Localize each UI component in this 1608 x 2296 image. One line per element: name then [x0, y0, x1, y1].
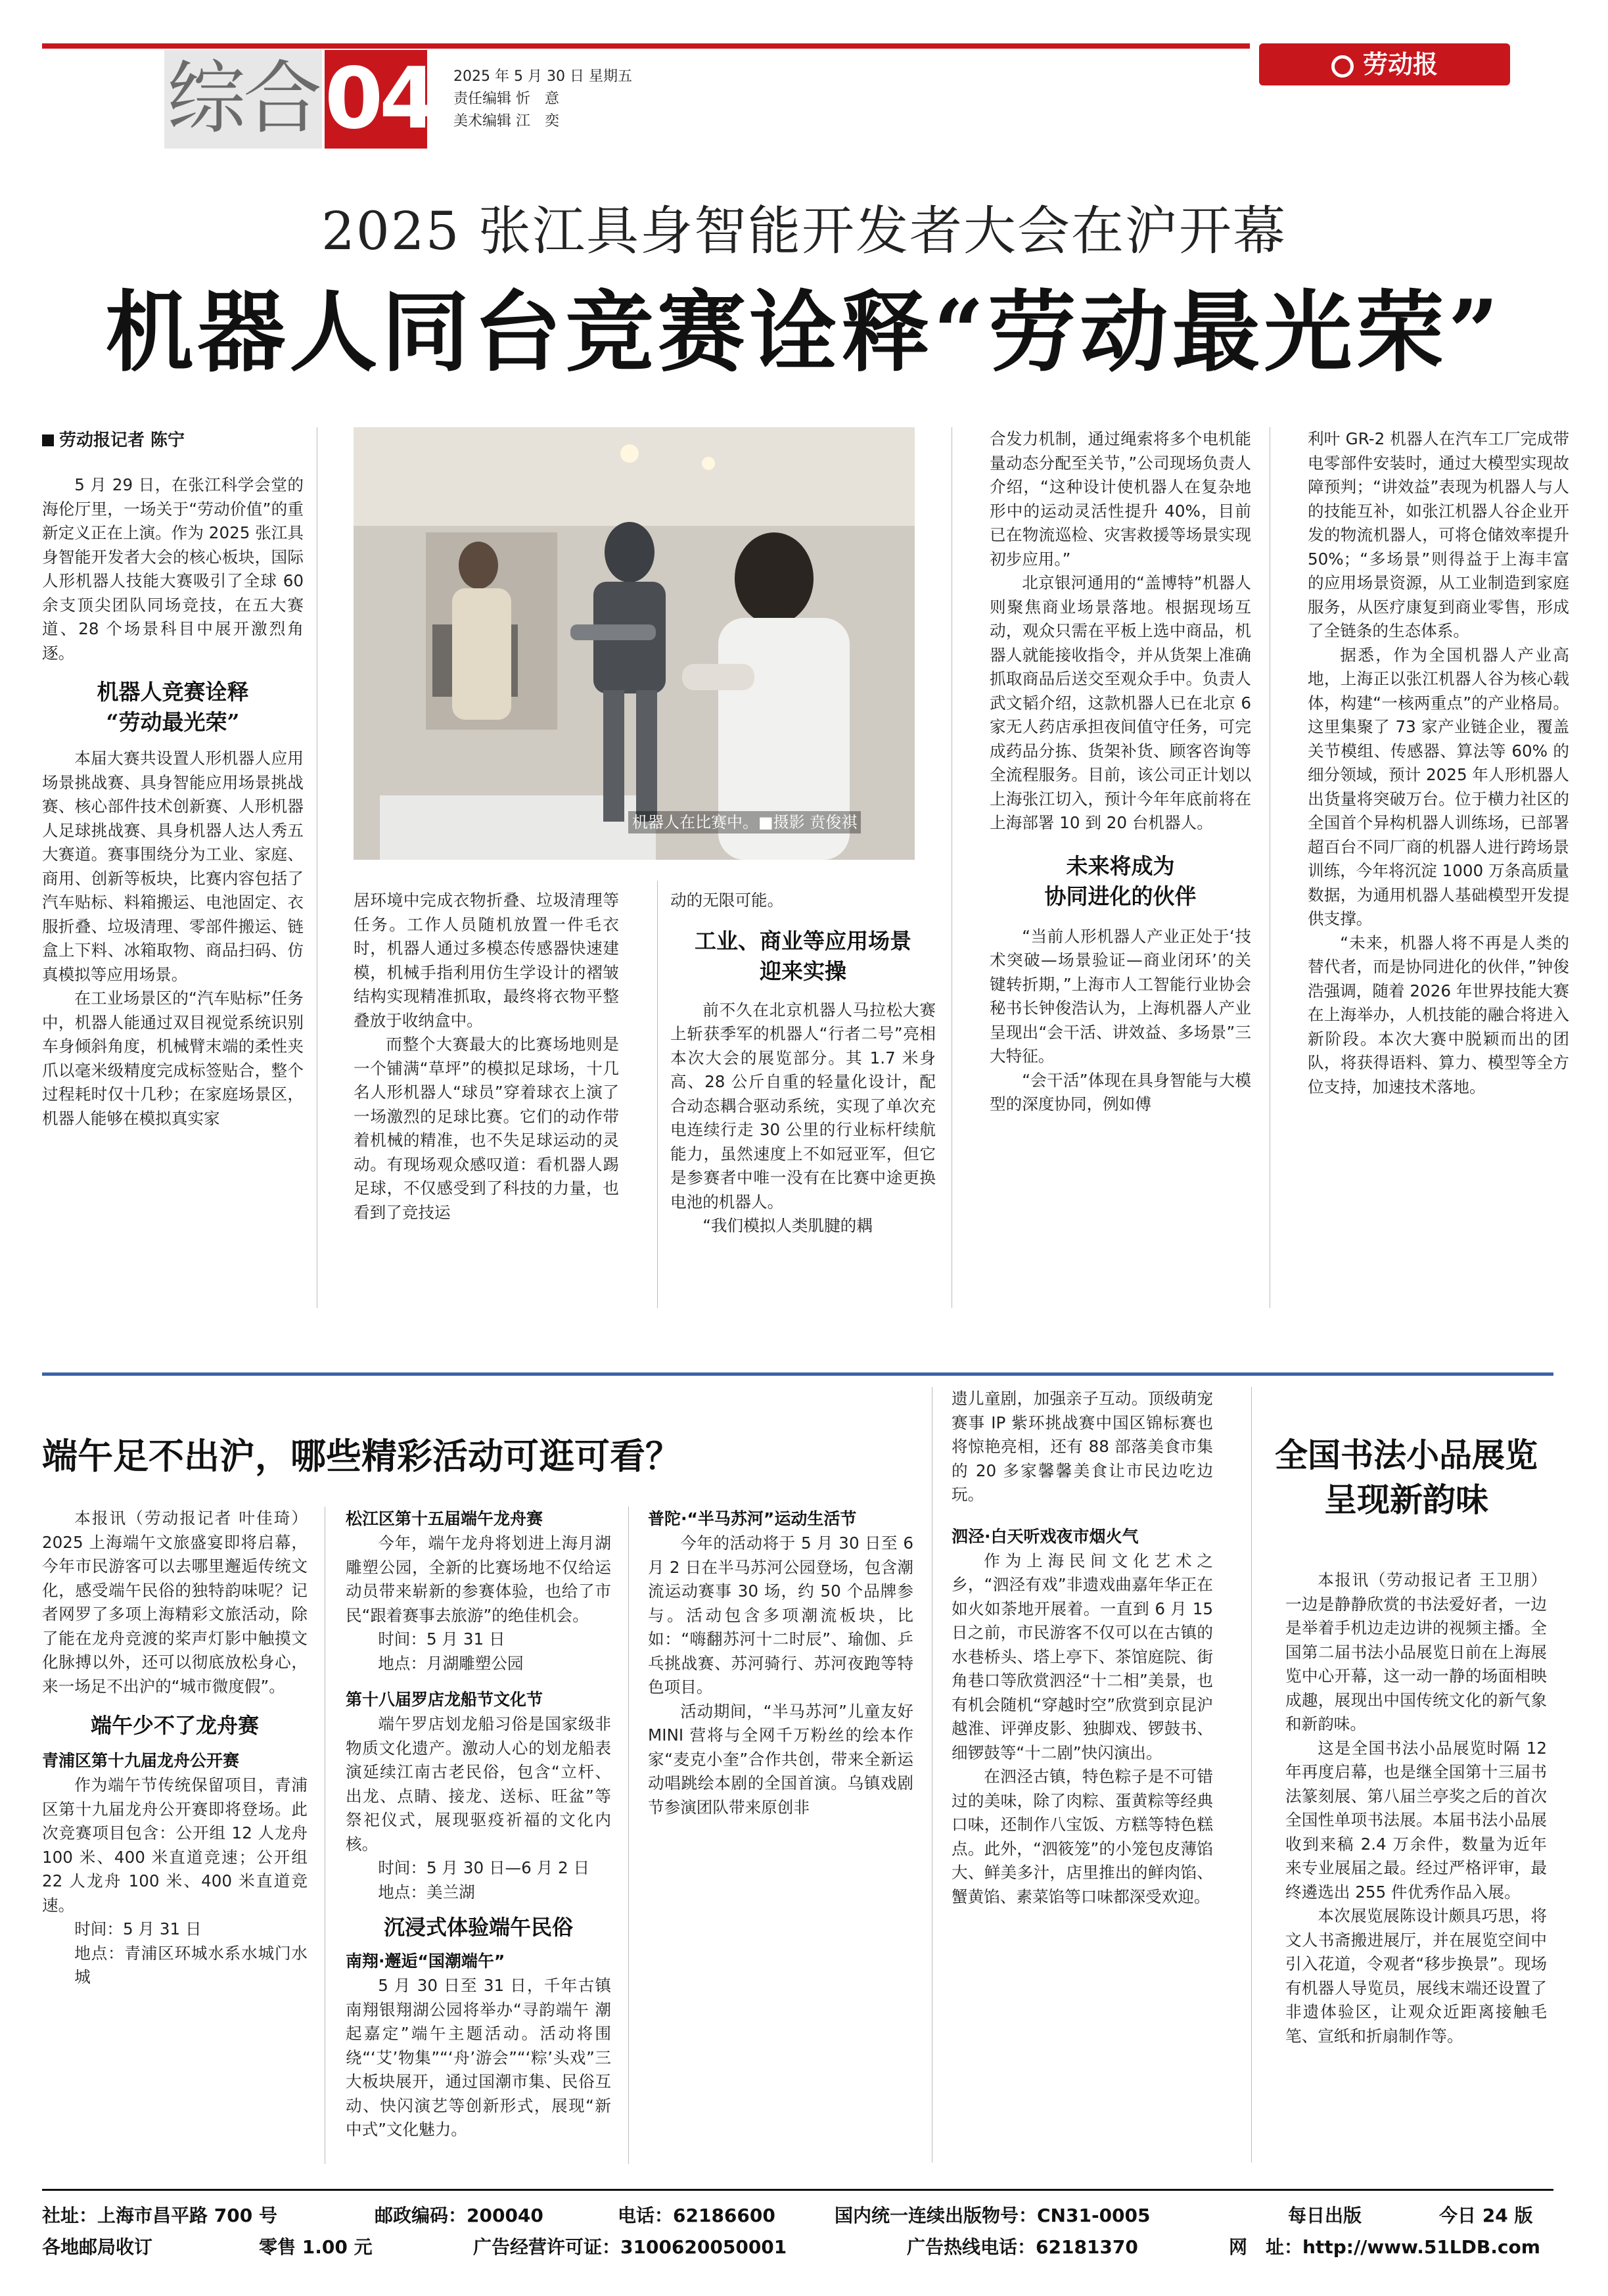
event-title: 青浦区第十九届龙舟公开赛	[42, 1751, 240, 1770]
footer-price: 零售 1.00 元	[259, 2236, 373, 2258]
calligraphy-headline: 全国书法小品展览 呈现新韵味	[1275, 1436, 1538, 1519]
lead-paragraph: 据悉，作为全国机器人产业高地，上海正以张江机器人谷为核心载体，构建“一核两重点”的产业格局。这里集聚了 73 家产业链企业，覆盖关节模组、传感器、算法等 60% 的细分领域，预计 2025 年人形机器人出货量将突破万台。位于横力社区的全国首个异构机器人训练场，已部署超百台不同厂商的机器人进行跨场景训练，今年将沉淀 1000 万条高质量数据，为通用机器人基础模型开发提供支撑。	[1308, 645, 1569, 928]
footer-postcode: 邮政编码：200040	[375, 2205, 543, 2226]
lead-column-2	[354, 889, 619, 1225]
footer-subscription: 各地邮局收订	[42, 2236, 153, 2258]
page-number: 04	[325, 50, 434, 148]
dragon-boat-subhead-1: 端午少不了龙舟赛	[90, 1713, 259, 1738]
event-place: 地点：美兰湖	[378, 1882, 475, 1902]
event-description: 在泗泾古镇，特色粽子是不可错过的美味，除了肉粽、蛋黄粽等经典口味，还制作八宝饭、方糕等特色糕点。此外，“泗筱笼”的小笼包皮薄馅大、鲜美多汁，店里推出的鲜肉馅、蟹黄馅、素菜馅等口味都深受欢迎。	[952, 1767, 1213, 1906]
art-editor: 美术编辑 江 奕	[453, 113, 559, 129]
column-divider	[1251, 1387, 1252, 2163]
lead-paragraph: 北京银河通用的“盖博特”机器人则聚焦商业场景落地。根据现场互动，观众只需在平板上选中商品，机器人就能接收指令，并从货架上准确抓取商品后送交至观众手中。负责人武文韬介绍，这款机器人已在北京 6 家无人药店承担夜间值守任务，可完成药品分拣、货架补货、顾客咨询等全流程服务。目前，该公司正计划以上海张江切入，预计今年年底前将在上海部署 10 到 20 台机器人。	[990, 573, 1251, 832]
calligraphy-column	[1285, 1568, 1547, 2048]
lead-column-4	[990, 427, 1251, 1117]
footer-ad-license: 广告经营许可证：3100620050001	[473, 2236, 787, 2258]
lead-intro: 5 月 29 日，在张江科学会堂的海伦厅里，一场关于“劳动价值”的重新定义正在上演。作为 2025 张江具身智能开发者大会的核心板块，国际人形机器人技能大赛吸引了全球 60 余支顶尖团队同场竞技，在五大赛道、28 个场景科目中展开激烈角逐。	[42, 475, 304, 663]
lead-paragraph: 本届大赛共设置人形机器人应用场景挑战赛、具身智能应用场景挑战赛、核心部件技术创新赛、人形机器人足球挑战赛、具身机器人达人秀五大赛道。赛事围绕分为工业、家庭、商用、创新等板块，比赛内容包括了汽车贴标、料箱搬运、电池固定、衣服折叠、垃圾清理、零部件搬运、链盒上下料、冰箱取物、商品扫码、仿真模拟等应用场景。	[42, 749, 304, 984]
lead-column-1	[42, 473, 304, 1131]
event-description: 今年，端午龙舟将划进上海月湖雕塑公园，全新的比赛场地不仅给运动员带来崭新的参赛体验，也给了市民“跟着赛事去旅游”的绝佳机会。	[346, 1534, 611, 1625]
dragon-boat-column-2	[346, 1507, 611, 2142]
footer-pages: 今日 24 版	[1439, 2205, 1533, 2226]
dragon-boat-subhead-2: 沉浸式体验端午民俗	[383, 1915, 573, 1940]
footer-ad-phone: 广告热线电话：62181370	[907, 2236, 1138, 2258]
logo-circle-icon	[1331, 55, 1354, 78]
photo-illustration	[354, 427, 915, 860]
lead-subhead-1: 机器人竞赛诠释 “劳动最光荣”	[97, 679, 249, 735]
footer-daily: 每日出版	[1288, 2205, 1362, 2226]
event-place: 地点：青浦区环城水系水城门水城	[74, 1943, 308, 1986]
event-time: 时间：5 月 31 日	[74, 1919, 202, 1938]
footer-phone: 电话：62186600	[618, 2205, 775, 2226]
column-divider	[657, 881, 658, 1308]
calligraphy-paragraph: 本次展览展陈设计颇具巧思，将文人书斋搬进展厅，并在展览空间中引入花道，令观者“移步换景”。现场有机器人导览员，展线末端还设置了非遗体验区，让观众近距离接触毛笔、宣纸和折扇制作等。	[1285, 1906, 1547, 2046]
event-title: 泗泾·白天听戏夜市烟火气	[952, 1526, 1139, 1546]
event-description: 作为端午节传统保留项目，青浦区第十九届龙舟公开赛即将登场。此次竞赛项目包含：公开组 12 人龙舟 100 米、400 米直道竞速；公开组 22 人龙舟 100 米、400 米直道竞速。	[42, 1775, 308, 1915]
issue-date: 2025 年 5 月 30 日 星期五	[453, 68, 632, 85]
calligraphy-paragraph: 这是全国书法小品展览时隔 12 年再度启幕，也是继全国第十三届书法篆刻展、第八届兰亭奖之后的首次全国性单项书法展。本届书法小品展收到来稿 2.4 万余件，数量为近年来专业展届之最。经过严格评审，最终遴选出 255 件优秀作品入展。	[1285, 1738, 1547, 1902]
event-description: 作为上海民间文化艺术之乡，“泗泾有戏”非遗戏曲嘉年华正在如火如荼地开展着。一直到 6 月 15 日之前，市民游客不仅可以在古镇的水巷桥头、塔上亭下、茶馆庭院、街角巷口等欣赏泗泾“十二相”美景，也有机会随机“穿越时空”欣赏到京昆沪越淮、评弹皮影、独脚戏、锣鼓书、细锣鼓等“十二剧”快闪演出。	[952, 1551, 1213, 1762]
lead-column-5	[1308, 427, 1569, 1099]
event-description: 端午罗店划龙船习俗是国家级非物质文化遗产。激动人心的划龙船表演延续江南古老民俗，包含“立杆、出龙、点睛、接龙、送标、旺盆”等祭祀仪式，展现驱疫祈福的文化内核。	[346, 1714, 611, 1854]
section-label: 综合	[164, 50, 322, 149]
event-title: 普陀·“半马苏河”运动生活节	[648, 1509, 857, 1528]
newspaper-logo	[1259, 43, 1510, 85]
lead-paragraph: 在工业场景区的“汽车贴标”任务中，机器人能通过双目视觉系统识别车身倾斜角度，机械臂末端的柔性夹爪以毫米级精度完成标签贴合，整个过程耗时仅十几秒；在家庭场景区，机器人能够在模拟真实家	[42, 989, 304, 1128]
lead-paragraph: “会干活”体现在具身智能与大模型的深度协同，例如傅	[990, 1070, 1251, 1113]
event-title: 第十八届罗店龙船节文化节	[346, 1690, 543, 1709]
lead-paragraph: “我们模拟人类肌腱的耦	[702, 1216, 873, 1235]
dragon-boat-headline: 端午足不出沪，哪些精彩活动可逛可看？	[42, 1435, 681, 1477]
event-title: 松江区第十五届端午龙舟赛	[346, 1509, 543, 1528]
column-divider	[628, 1507, 629, 2164]
event-description: 5 月 30 日至 31 日，千年古镇南翔银翔湖公园将举办“寻韵端午 潮起嘉定”端午主题活动。活动将围绕“‘艾’物集”“‘舟’游会”“‘粽’头戏”三大板块展开，通过国潮市集、民俗互动、快闪演艺等创新形式，展现“新中式”文化魅力。	[346, 1976, 611, 2139]
event-place: 地点：月湖雕塑公园	[378, 1653, 524, 1673]
lead-paragraph: 居环境中完成衣物折叠、垃圾清理等任务。工作人员随机放置一件毛衣时，机器人通过多模态传感器快速建模，机械手指利用仿生学设计的褶皱结构实现精准抓取，最终将衣物平整叠放于收纳盒中。	[354, 891, 619, 1030]
lead-subhead-3: 未来将成为 协同进化的伙伴	[1044, 853, 1197, 909]
lead-paragraph: 利叶 GR-2 机器人在汽车工厂完成带电零部件安装时，通过大模型实现故障预判；“讲效益”表现为机器人与人的技能互补，如张江机器人谷企业开发的物流机器人，可将仓储效率提升 50%；“多场景”则得益于上海丰富的应用场景资源，从工业制造到家庭服务，从医疗康复到商业零售，形成了全链条的生态体系。	[1308, 429, 1569, 640]
event-title: 南翔·邂逅“国潮端午”	[346, 1952, 505, 1971]
lead-column-3	[670, 889, 936, 1238]
footer-cn-number: 国内统一连续出版物号：CN31-0005	[835, 2205, 1151, 2226]
footer-website: 网 址：http://www.51LDB.com	[1229, 2236, 1540, 2258]
lead-paragraph: 动的无限可能。	[670, 891, 784, 910]
robot-competition-photo	[354, 427, 915, 860]
lead-kicker: 2025 张江具身智能开发者大会在沪开幕	[321, 200, 1287, 262]
lead-subhead-2: 工业、商业等应用场景 迎来实操	[695, 927, 911, 984]
lead-paragraph: 而整个大赛最大的比赛场地则是一个铺满“草坪”的模拟足球场，十几名人形机器人“球员”穿着球衣上演了一场激烈的足球比赛。它们的动作带着机械的精准，也不失足球运动的灵动。有现场观众感叹道：看机器人踢足球，不仅感受到了科技的力量，也看到了竞技运	[354, 1035, 619, 1222]
lead-paragraph: 合发力机制，通过绳索将多个电机能量动态分配至关节，”公司现场负责人介绍，“这种设计使机器人在复杂地形中的运动灵活性提升 40%，目前已在物流巡检、灾害救援等场景实现初步应用。”	[990, 429, 1251, 569]
responsible-editor: 责任编辑 忻 意	[453, 91, 559, 107]
event-time: 时间：5 月 30 日—6 月 2 日	[378, 1858, 590, 1877]
event-description: 遗儿童剧，加强亲子互动。顶级萌宠赛事 IP 紫环挑战赛中国区锦标赛也将惊艳亮相，还有 88 部落美食市集的 20 多家馨馨美食让市民边吃边玩。	[952, 1389, 1213, 1504]
event-time: 时间：5 月 31 日	[378, 1629, 505, 1649]
footer-address: 社址：上海市昌平路 700 号	[42, 2205, 277, 2226]
lead-byline: 劳动报记者 陈宁	[42, 427, 185, 454]
section-divider	[42, 1372, 1553, 1376]
event-description: 今年的活动将于 5 月 30 日至 6 月 2 日在半马苏河公园登场，包含潮流运动赛事 30 场，约 50 个品牌参与。活动包含多项潮流板块，比如：“嗨翻苏河十二时辰”、瑜伽、乒乓挑战赛、苏河骑行、苏河夜跑等特色项目。	[648, 1534, 913, 1697]
top-rule	[42, 43, 1250, 49]
lead-paragraph: “未来，机器人将不再是人类的替代者，而是协同进化的伙伴，”钟俊浩强调，随着 2026 年世界技能大赛在上海举办，人机技能的融合将进入新阶段。本次大赛中脱颖而出的团队，将获得语料、算力、模型等全方位支持，加速技术落地。	[1308, 933, 1569, 1096]
lead-headline: 机器人同台竞赛诠释“劳动最光荣”	[105, 280, 1503, 384]
story-intro: 本报讯（劳动报记者 叶佳琦）2025 上海端午文旅盛宴即将启幕，今年市民游客可以去哪里邂逅传统文化，感受端午民俗的独特韵味呢？记者网罗了多项上海精彩文旅活动，除了能在龙舟竞渡的桨声灯影中触摸文化脉搏以外，还可以彻底放松身心，来一场足不出沪的“城市微度假”。	[42, 1509, 308, 1696]
footer-rule	[42, 2189, 1553, 2191]
newspaper-name: 劳动报	[1362, 50, 1438, 79]
lead-paragraph: 前不久在北京机器人马拉松大赛上斩获季军的机器人“行者二号”亮相本次大会的展览部分。其 1.7 米身高、28 公斤自重的轻量化设计，配合动态耦合驱动系统，实现了单次充电连续行走 30 公里的行业标杆续航能力，虽然速度上不如冠亚军，但它是参赛者中唯一没有在比赛中途更换电池的机器人。	[670, 1000, 936, 1211]
dragon-boat-column-1	[42, 1507, 308, 1990]
photo-caption: 机器人在比赛中。■摄影 贲俊祺	[628, 811, 861, 833]
issue-info	[453, 66, 632, 133]
calligraphy-paragraph: 本报讯（劳动报记者 王卫朋）一边是静静欣赏的书法爱好者，一边是举着手机边走边讲的视频主播。全国第二届书法小品展览日前在上海展览中心开幕，这一动一静的场面相映成趣，展现出中国传统文化的新气象和新韵味。	[1285, 1570, 1547, 1733]
lead-paragraph: “当前人形机器人产业正处于‘技术突破—场景验证—商业闭环’的关键转折期，”上海市人工智能行业协会秘书长钟俊浩认为，上海机器人产业呈现出“会干活、讲效益、多场景”三大特征。	[990, 926, 1251, 1066]
event-description: 活动期间，“半马苏河”儿童友好 MINI 营将与全网千万粉丝的绘本作家“麦克小奎”合作共创，带来全新运动唱跳绘本剧的全国首演。乌镇戏剧节参演团队带来原创非	[648, 1701, 913, 1817]
square-bullet-icon	[42, 434, 54, 446]
dragon-boat-column-4	[952, 1387, 1213, 1909]
dragon-boat-column-3	[648, 1507, 913, 1819]
